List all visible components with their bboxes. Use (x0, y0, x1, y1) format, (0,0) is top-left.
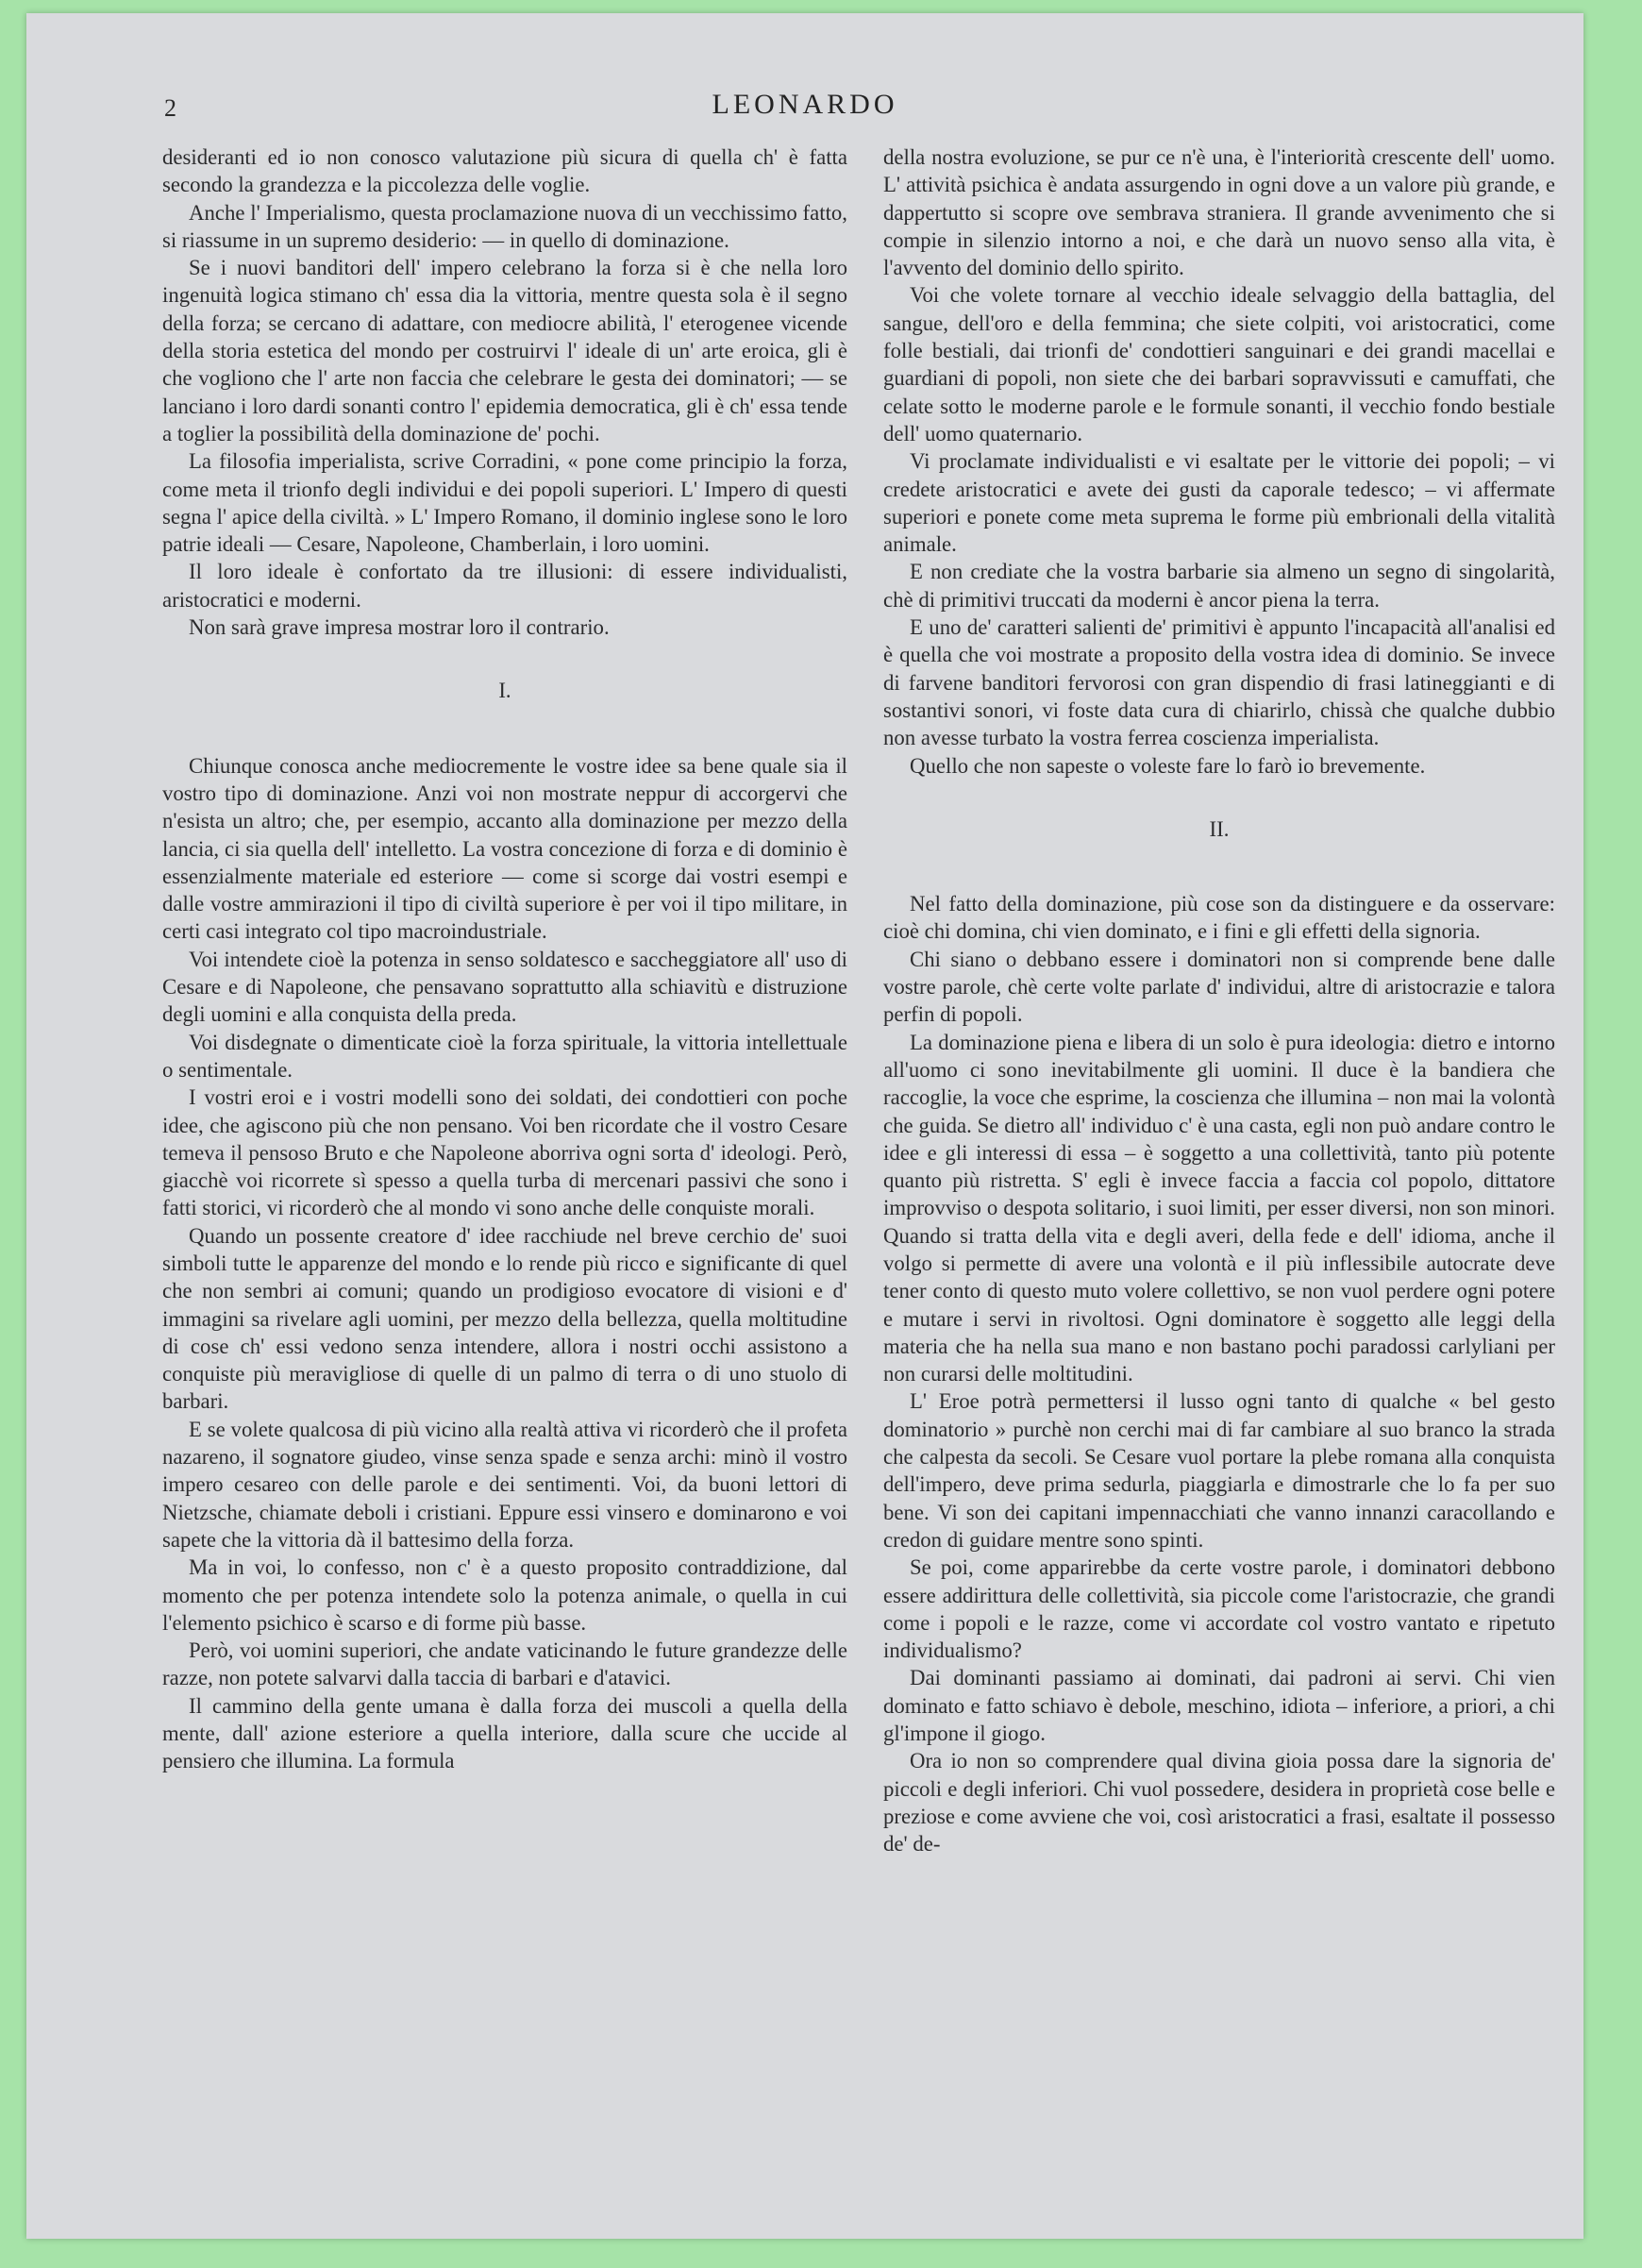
right-column (883, 143, 1555, 1858)
paragraph: I vostri eroi e i vostri modelli sono dei soldati, dei condottieri con poche idee, che agiscono più che non pensano. Voi ben ricordate che il vostro Cesare temeva il pensoso Bruto e che Napoleone aborriva ogni sorta d' ideologi. Però, giacchè voi ricorrete sì spesso a quella turba di mercenari passivi che sono i fatti storici, vi ricorderò che al mondo vi sono anche delle conquiste morali. (162, 1085, 847, 1220)
paragraph: Il cammino della gente umana è dalla forza dei muscoli a quella della mente, dall' azione esteriore a quella interiore, dalla scure che uccide al pensiero che illumina. La formula (162, 1693, 847, 1773)
paragraph: Voi che volete tornare al vecchio ideale selvaggio della battaglia, del sangue, dell'oro e della femmina; che siete colpiti, voi aristocratici, come folle bestiali, dai trionfi de' condottieri sanguinari e dei grandi macellai e guardiani di popoli, non siete che dei barbari sopravvissuti e camuffati, che celate sotto le moderne parole e le formule sonanti, il vecchio fondo bestiale dell' uomo quaternario. (883, 283, 1555, 445)
paragraph: Quello che non sapeste o voleste fare lo farò io brevemente. (910, 753, 1426, 778)
paragraph: Se poi, come apparirebbe da certe vostre parole, i dominatori debbono essere addirittura delle collettività, sia piccole come l'aristocrazie, che grandi come i popoli e le razze, come vi accordate col vostro vantato e ripetuto individualismo? (883, 1555, 1555, 1663)
paragraph: della nostra evoluzione, se pur ce n'è una, è l'interiorità crescente dell' uomo. L' attività psichica è andata assurgendo in ogni dove a un valore più grande, e dappertutto si scopre ove sembrava straniera. Il grande avvenimento che si compie in silenzio intorno a noi, e che darà un nuovo senso alla vita, è l'avvento del dominio dello spirito. (883, 145, 1555, 280)
section-heading-1: I. (498, 679, 511, 703)
paragraph: Vi proclamate individualisti e vi esaltate per le vittorie dei popoli; – vi credete aristocratici e avete dei gusti da caporale tedesco; – vi affermate superiori e ponete come meta suprema le forme più embrionali della vitalità animale. (883, 449, 1555, 557)
paragraph: E se volete qualcosa di più vicino alla realtà attiva vi ricorderò che il profeta nazareno, il sognatore giudeo, vinse senza spade e senza archi: minò il vostro impero cesareo con delle parole e dei sentimenti. Voi, da buoni lettori di Nietzsche, chiamate deboli i cristiani. Eppure essi vinsero e dominarono e voi sapete che la vittoria dà il battesimo della forza. (162, 1417, 847, 1552)
left-column (162, 143, 847, 1775)
paragraph: Il loro ideale è confortato da tre illusioni: di essere individualisti, aristocratici e moderni. (162, 560, 847, 612)
paragraph: Se i nuovi banditori dell' impero celebrano la forza si è che nella loro ingenuità logica stimano ch' essa dia la vittoria, mentre questa sola è il segno della forza; se cercano di adattare, con mediocre abilità, l' eterogenee vicende della storia estetica del mondo per costruirvi l' ideale di un' arte eroica, gli è che vogliono che l' arte non faccia che celebrare le gesta dei dominatori; — se lanciano i loro dardi sonanti contro l' epidemia democratica, gli è ch' essa tende a toglier la possibilità della dominazione de' pochi. (162, 256, 847, 445)
paragraph: La filosofia imperialista, scrive Corradini, « pone come principio la forza, come meta il trionfo degli individui e dei popoli superiori. L' Impero di questi segna l' apice della civiltà. » L' Impero Romano, il dominio inglese sono le loro patrie ideali — Cesare, Napoleone, Chamberlain, i loro uomini. (162, 449, 847, 557)
paragraph: Voi intendete cioè la potenza in senso soldatesco e saccheggiatore all' uso di Cesare e di Napoleone, che pensavano soprattutto alla schiavitù e distruzione degli uomini e alla conquista della preda. (162, 947, 847, 1027)
paragraph: desideranti ed io non conosco valutazione più sicura di quella ch' è fatta secondo la grandezza e la piccolezza delle voglie. (162, 145, 847, 197)
paragraph: E non crediate che la vostra barbarie sia almeno un segno di singolarità, chè di primitivi truccati da moderni è ancor piena la terra. (883, 560, 1555, 612)
section-heading-2: II. (1209, 816, 1230, 841)
page-number: 2 (164, 94, 176, 122)
paragraph: Nel fatto della dominazione, più cose son da distinguere e da osservare: cioè chi domina, chi vien dominato, e i fini e gli effetti della signoria. (883, 892, 1555, 944)
paragraph: Dai dominanti passiamo ai dominati, dai padroni ai servi. Chi vien dominato e fatto schiavo è debole, meschino, idiota – inferiore, a priori, a chi gl'impone il giogo. (883, 1666, 1555, 1746)
paragraph: Ora io non so comprendere qual divina gioia possa dare la signoria de' piccoli e degli inferiori. Chi vuol possedere, desidera in proprietà cose belle e preziose e come avviene che voi, così aristocratici a frasi, esaltate il possesso de' de- (883, 1749, 1555, 1856)
paragraph: Non sarà grave impresa mostrar loro il contrario. (189, 615, 610, 640)
paragraph: La dominazione piena e libera di un solo è pura ideologia: dietro e intorno all'uomo ci sono inevitabilmente gli uomini. Il duce è la bandiera che raccoglie, la voce che esprime, la coscienza che illumina – non mai la volontà che guida. Se dietro all' individuo c' è una casta, egli non può andare contro le idee e gli interessi di essa – è soggetto a una collettività, tanto più potente quanto più ristretta. S' egli è invece faccia a faccia col popolo, dittatore improvviso o despota solitario, i suoi limiti, per esser diversi, non son minori. Quando si tratta della vita e degli averi, della fede e dell' idioma, anche il volgo si permette di avere una volontà e il più inflessibile autocrate deve tener conto di questo muto volere collettivo, se non vuol perdere ogni potere e mutare i servi in rivoltosi. Ogni dominatore è soggetto alle leggi della materia che ha nella sua mano e non bastano pochi paradossi carlyliani per non curarsi delle moltitudini. (883, 1030, 1555, 1386)
page-sheet (26, 13, 1583, 2239)
paragraph: E uno de' caratteri salienti de' primitivi è appunto l'incapacità all'analisi ed è quella che voi mostrate a proposito della vostra idea di dominio. Se invece di farvene banditori fervorosi con gran dispendio di frasi latineggianti e di sostantivi sonori, vi foste data cura di chiarirlo, chissà che qualche dubbio non avesse turbato la vostra ferrea coscienza imperialista. (883, 615, 1555, 750)
paragraph: Però, voi uomini superiori, che andate vaticinando le future grandezze delle razze, non potete salvarvi dalla taccia di barbari e d'atavici. (162, 1638, 847, 1690)
paragraph: Chiunque conosca anche mediocremente le vostre idee sa bene quale sia il vostro tipo di dominazione. Anzi voi non mostrate neppur di accorgervi che n'esista un altro; che, per esempio, accanto alla dominazione per mezzo della lancia, ci sia quella dell' intelletto. La vostra concezione di forza e di dominio è essenzialmente materiale ed esteriore — come si scorge dai vostri esempi e dalle vostre ammirazioni il tipo di civiltà superiore è per voi il tipo militare, in certi casi integrato col tipo macroindustriale. (162, 753, 847, 944)
paragraph: Chi siano o debbano essere i dominatori non si comprende bene dalle vostre parole, chè certe volte parlate d' individui, altre di aristocrazie e talora perfin di popoli. (883, 947, 1555, 1027)
paragraph: Ma in voi, lo confesso, non c' è a questo proposito contraddizione, dal momento che per potenza intendete solo la potenza animale, o quella in cui l'elemento psichico è scarso e di forme più basse. (162, 1555, 847, 1635)
paragraph: Quando un possente creatore d' idee racchiude nel breve cerchio de' suoi simboli tutte le apparenze del mondo e lo rende più ricco e significante di quel che non sembri ai comuni; quando un prodigioso evocatore di visioni e d' immagini sa rivelare agli uomini, per mezzo della bellezza, quella moltitudine di cose ch' essi vedono senza intendere, allora i nostri occhi assistono a conquiste più meravigliose di quelle di un palmo di terra o di uno stuolo di barbari. (162, 1223, 847, 1414)
paragraph: L' Eroe potrà permettersi il lusso ogni tanto di qualche « bel gesto dominatorio » purchè non cerchi mai di far cambiare al suo branco la strada che calpesta da secoli. Se Cesare vuol portare la plebe romana alla conquista dell'impero, deve prima sedurla, piaggiarla e dimostrarle che lo fa per suo bene. Vi son dei capitani impennacchiati che vanno innanzi caracollando e credon di guidare mentre sono spinti. (883, 1389, 1555, 1552)
paragraph: Anche l' Imperialismo, questa proclamazione nuova di un vecchissimo fatto, si riassume in un supremo desiderio: — in quello di dominazione. (162, 200, 847, 252)
paragraph: Voi disdegnate o dimenticate cioè la forza spirituale, la vittoria intellettuale o sentimentale. (162, 1030, 847, 1082)
running-title: LEONARDO (712, 89, 898, 120)
